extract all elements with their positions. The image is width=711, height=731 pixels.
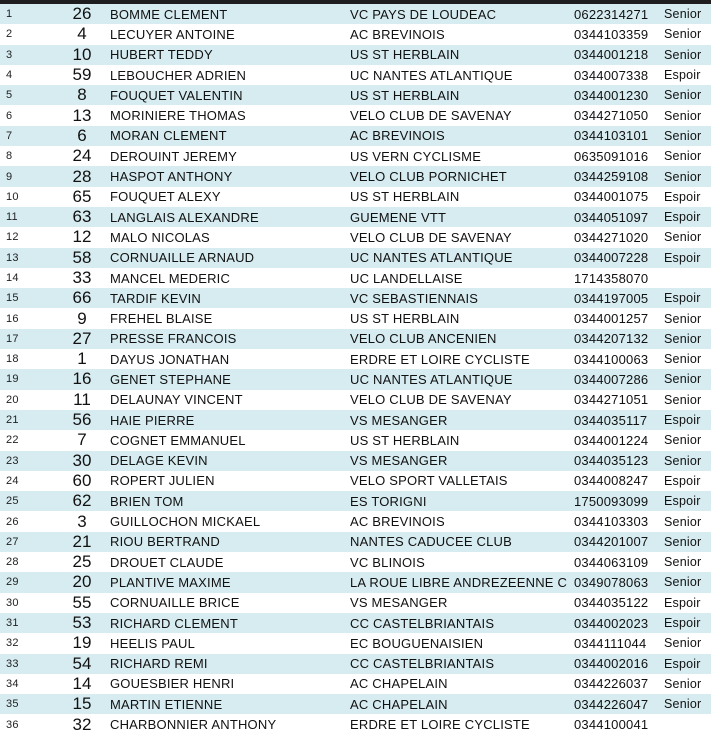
row-number: 20 <box>6 393 19 406</box>
category: Senior <box>664 534 702 549</box>
table-row <box>0 593 711 613</box>
row-number: 5 <box>6 89 13 102</box>
rider-name: DAYUS JONATHAN <box>110 351 230 367</box>
bib-number: 3 <box>77 511 87 531</box>
category: Senior <box>664 372 702 387</box>
licence-number: 0344002016 <box>574 656 649 672</box>
licence-number: 0344226047 <box>574 696 649 712</box>
table-row <box>0 4 711 24</box>
row-number: 2 <box>6 28 13 41</box>
rider-name: DROUET CLAUDE <box>110 554 224 570</box>
rider-name: MORINIERE THOMAS <box>110 108 246 124</box>
rider-name: LECUYER ANTOINE <box>110 26 235 42</box>
club-name: VS MESANGER <box>350 595 448 611</box>
category: Senior <box>664 311 702 326</box>
category <box>664 268 711 288</box>
bib-number: 13 <box>72 105 92 125</box>
rider-name: MANCEL MEDERIC <box>110 270 231 286</box>
table-row <box>0 187 711 207</box>
row-number: 19 <box>6 373 19 386</box>
bib-number: 30 <box>72 450 92 470</box>
row-number: 11 <box>6 211 18 224</box>
row-number: 35 <box>6 698 19 711</box>
category: Espoir <box>664 291 701 306</box>
category: Senior <box>664 352 702 367</box>
rider-name: CORNUAILLE ARNAUD <box>110 250 255 266</box>
category: Espoir <box>664 250 701 265</box>
bib-number: 12 <box>72 227 92 247</box>
club-name: VC PAYS DE LOUDEAC <box>350 6 497 22</box>
bib-number: 4 <box>77 24 87 44</box>
category: Senior <box>664 47 702 62</box>
club-name: US ST HERBLAIN <box>350 87 460 103</box>
licence-number: 0344007228 <box>574 250 649 266</box>
bib-number: 9 <box>77 308 87 328</box>
club-name: UC NANTES ATLANTIQUE <box>350 371 513 387</box>
category: Espoir <box>664 494 701 509</box>
rider-name: CORNUAILLE BRICE <box>110 595 240 611</box>
table-row <box>0 45 711 65</box>
bib-number: 8 <box>77 85 87 105</box>
table-row <box>0 248 711 268</box>
row-number: 15 <box>6 292 19 305</box>
club-name: ERDRE ET LOIRE CYCLISTE <box>350 351 530 367</box>
bib-number: 15 <box>72 694 92 714</box>
club-name: VS MESANGER <box>350 412 448 428</box>
row-number: 13 <box>6 251 19 264</box>
licence-number: 0635091016 <box>574 148 649 164</box>
licence-number: 0344201007 <box>574 534 649 550</box>
club-name: AC BREVINOIS <box>350 128 445 144</box>
rider-name: GUILLOCHON MICKAEL <box>110 514 261 530</box>
table-row <box>0 633 711 653</box>
rider-name: DELAGE KEVIN <box>110 453 208 469</box>
bib-number: 32 <box>72 714 92 731</box>
category: Senior <box>664 392 702 407</box>
table-row <box>0 24 711 44</box>
club-name: VC SEBASTIENNAIS <box>350 290 479 306</box>
club-name: AC CHAPELAIN <box>350 696 448 712</box>
bib-number: 59 <box>72 65 92 85</box>
category: Espoir <box>664 210 701 225</box>
row-number: 32 <box>6 637 19 650</box>
club-name: AC BREVINOIS <box>350 26 445 42</box>
licence-number: 0344100041 <box>574 717 649 731</box>
club-name: CC CASTELBRIANTAIS <box>350 656 495 672</box>
club-name: AC BREVINOIS <box>350 514 445 530</box>
row-number: 18 <box>6 353 19 366</box>
bib-number: 16 <box>72 369 92 389</box>
table-row <box>0 126 711 146</box>
club-name: CC CASTELBRIANTAIS <box>350 615 495 631</box>
licence-number: 0344051097 <box>574 209 649 225</box>
table-row <box>0 146 711 166</box>
club-name: UC NANTES ATLANTIQUE <box>350 67 513 83</box>
licence-number: 0344001224 <box>574 432 649 448</box>
club-name: VELO CLUB DE SAVENAY <box>350 108 512 124</box>
bib-number: 56 <box>72 410 92 430</box>
row-number: 4 <box>6 69 13 82</box>
table-row <box>0 369 711 389</box>
row-number: 1 <box>6 8 13 21</box>
category: Senior <box>664 128 702 143</box>
table-row <box>0 714 711 731</box>
licence-number: 0344111044 <box>574 635 647 651</box>
category: Espoir <box>664 656 701 671</box>
category: Senior <box>664 514 702 529</box>
category: Senior <box>664 433 702 448</box>
table-row <box>0 390 711 410</box>
club-name: VC BLINOIS <box>350 554 425 570</box>
row-number: 31 <box>6 617 19 630</box>
table-row <box>0 166 711 186</box>
table-row <box>0 268 711 288</box>
row-number: 34 <box>6 677 19 690</box>
licence-number: 0344271020 <box>574 229 649 245</box>
category: Espoir <box>664 595 701 610</box>
rider-name: MALO NICOLAS <box>110 229 210 245</box>
club-name: US VERN CYCLISME <box>350 148 482 164</box>
table-row <box>0 694 711 714</box>
row-number: 24 <box>6 474 19 487</box>
club-name: US ST HERBLAIN <box>350 189 460 205</box>
rider-name: LANGLAIS ALEXANDRE <box>110 209 259 225</box>
row-number: 30 <box>6 596 19 609</box>
category: Espoir <box>664 189 701 204</box>
rider-name: HAIE PIERRE <box>110 412 195 428</box>
bib-number: 28 <box>72 166 92 186</box>
club-name: EC BOUGUENAISIEN <box>350 635 484 651</box>
club-name: US ST HERBLAIN <box>350 47 460 63</box>
category: Espoir <box>664 616 701 631</box>
category: Senior <box>664 7 702 22</box>
category: Senior <box>664 331 702 346</box>
licence-number: 0349078063 <box>574 574 649 590</box>
row-number: 28 <box>6 556 19 569</box>
licence-number: 0344207132 <box>574 331 649 347</box>
category: Senior <box>664 676 702 691</box>
category: Espoir <box>664 413 701 428</box>
category: Senior <box>664 108 702 123</box>
licence-number: 0344271051 <box>574 392 649 408</box>
licence-number: 0344001218 <box>574 47 649 63</box>
licence-number: 0344035117 <box>574 412 648 428</box>
licence-number: 0344007286 <box>574 371 649 387</box>
row-number: 7 <box>6 129 13 142</box>
row-number: 22 <box>6 434 19 447</box>
rider-name: RIOU BERTRAND <box>110 534 220 550</box>
category: Senior <box>664 575 702 590</box>
club-name: US ST HERBLAIN <box>350 311 460 327</box>
category: Senior <box>664 27 702 42</box>
licence-number: 1750093099 <box>574 493 649 509</box>
rider-name: DELAUNAY VINCENT <box>110 392 243 408</box>
club-name: AC CHAPELAIN <box>350 676 448 692</box>
row-number: 16 <box>6 312 19 325</box>
table-row <box>0 471 711 491</box>
licence-number: 0622314271 <box>574 6 649 22</box>
bib-number: 14 <box>72 673 92 693</box>
licence-number: 0344001230 <box>574 87 649 103</box>
bib-number: 66 <box>72 288 92 308</box>
row-number: 23 <box>6 454 19 467</box>
bib-number: 53 <box>72 613 92 633</box>
row-number: 14 <box>6 272 19 284</box>
club-name: UC NANTES ATLANTIQUE <box>350 250 513 266</box>
rider-name: COGNET EMMANUEL <box>110 432 246 448</box>
row-number: 9 <box>6 170 13 183</box>
bib-number: 58 <box>72 247 92 267</box>
row-number: 3 <box>6 48 13 61</box>
rider-name: PRESSE FRANCOIS <box>110 331 237 347</box>
table-row <box>0 105 711 125</box>
club-name: VELO SPORT VALLETAIS <box>350 473 508 489</box>
results-table <box>0 4 711 731</box>
rider-name: PLANTIVE MAXIME <box>110 574 231 590</box>
bib-number: 21 <box>72 531 92 551</box>
row-number: 21 <box>6 414 19 427</box>
rider-name: FOUQUET ALEXY <box>110 189 221 205</box>
table-row <box>0 491 711 511</box>
rider-name: MORAN CLEMENT <box>110 128 227 144</box>
table-row <box>0 288 711 308</box>
licence-number: 0344103303 <box>574 514 649 530</box>
category: Espoir <box>664 68 701 83</box>
rider-name: GENET STEPHANE <box>110 371 232 387</box>
licence-number: 0344001257 <box>574 311 649 327</box>
row-number: 25 <box>6 495 19 508</box>
table-row <box>0 430 711 450</box>
table-row <box>0 349 711 369</box>
licence-number: 1714358070 <box>574 270 649 286</box>
row-number: 6 <box>6 109 13 122</box>
table-row <box>0 674 711 694</box>
licence-number: 0344259108 <box>574 169 649 185</box>
bib-number: 20 <box>72 572 92 592</box>
rider-name: BOMME CLEMENT <box>110 6 228 22</box>
category <box>664 714 711 731</box>
row-number: 33 <box>6 657 19 670</box>
bib-number: 27 <box>72 328 92 348</box>
bib-number: 26 <box>72 4 92 24</box>
row-number: 27 <box>6 535 19 548</box>
bib-number: 60 <box>72 470 92 490</box>
licence-number: 0344103101 <box>574 128 649 144</box>
row-number: 36 <box>6 718 19 731</box>
rider-name: GOUESBIER HENRI <box>110 676 235 692</box>
table-row <box>0 532 711 552</box>
club-name: ES TORIGNI <box>350 493 427 509</box>
bib-number: 1 <box>77 349 87 369</box>
club-name: ERDRE ET LOIRE CYCLISTE <box>350 717 530 731</box>
licence-number: 0344035122 <box>574 595 649 611</box>
row-number: 12 <box>6 231 19 244</box>
club-name: VS MESANGER <box>350 453 448 469</box>
row-number: 17 <box>6 332 19 345</box>
table-row <box>0 451 711 471</box>
rider-name: HASPOT ANTHONY <box>110 169 233 185</box>
rider-name: FREHEL BLAISE <box>110 311 213 327</box>
table-row <box>0 65 711 85</box>
table-row <box>0 613 711 633</box>
bib-number: 65 <box>72 186 92 206</box>
licence-number: 0344100063 <box>574 351 649 367</box>
bib-number: 62 <box>72 491 92 511</box>
row-number: 10 <box>6 190 19 203</box>
table-row <box>0 308 711 328</box>
table-row <box>0 410 711 430</box>
category: Senior <box>664 555 702 570</box>
rider-name: FOUQUET VALENTIN <box>110 87 243 103</box>
club-name: NANTES CADUCEE CLUB <box>350 534 512 550</box>
licence-number: 0344007338 <box>574 67 649 83</box>
table-row <box>0 511 711 531</box>
results-table-body <box>0 4 711 731</box>
rider-name: DEROUINT JEREMY <box>110 148 237 164</box>
table-row <box>0 227 711 247</box>
row-number: 26 <box>6 515 19 528</box>
club-name: UC LANDELLAISE <box>350 270 463 286</box>
rider-name: RICHARD CLEMENT <box>110 615 238 631</box>
table-row <box>0 207 711 227</box>
licence-number: 0344103359 <box>574 26 649 42</box>
bib-number: 24 <box>72 146 92 166</box>
club-name: VELO CLUB DE SAVENAY <box>350 392 512 408</box>
category: Senior <box>664 230 702 245</box>
rider-name: LEBOUCHER ADRIEN <box>110 67 247 83</box>
rider-name: CHARBONNIER ANTHONY <box>110 717 277 731</box>
category: Senior <box>664 169 702 184</box>
rider-name: ROPERT JULIEN <box>110 473 215 489</box>
category: Senior <box>664 88 702 103</box>
category: Senior <box>664 149 702 164</box>
bib-number: 55 <box>72 592 92 612</box>
club-name: US ST HERBLAIN <box>350 432 460 448</box>
category: Senior <box>664 636 702 651</box>
row-number: 8 <box>6 150 13 163</box>
rider-name: HEELIS PAUL <box>110 635 196 651</box>
licence-number: 0344002023 <box>574 615 649 631</box>
club-name: VELO CLUB DE SAVENAY <box>350 229 512 245</box>
bib-number: 6 <box>77 125 87 145</box>
licence-number: 0344063109 <box>574 554 649 570</box>
table-row <box>0 85 711 105</box>
rider-name: RICHARD REMI <box>110 656 208 672</box>
bib-number: 11 <box>73 389 91 409</box>
licence-number: 0344197005 <box>574 290 649 306</box>
bib-number: 54 <box>72 653 92 673</box>
category: Senior <box>664 697 702 712</box>
bib-number: 33 <box>72 268 92 287</box>
bib-number: 25 <box>72 552 92 572</box>
licence-number: 0344271050 <box>574 108 649 124</box>
category: Espoir <box>664 473 701 488</box>
table-row <box>0 329 711 349</box>
bib-number: 7 <box>77 430 87 450</box>
licence-number: 0344001075 <box>574 189 649 205</box>
bib-number: 63 <box>72 207 92 227</box>
club-name: LA ROUE LIBRE ANDREZEENNE C <box>350 574 568 590</box>
rider-name: MARTIN ETIENNE <box>110 696 223 712</box>
table-row <box>0 654 711 674</box>
rider-name: TARDIF KEVIN <box>110 290 202 306</box>
rider-name: BRIEN TOM <box>110 493 184 509</box>
bib-number: 19 <box>72 633 92 653</box>
licence-number: 0344035123 <box>574 453 649 469</box>
table-row <box>0 572 711 592</box>
row-number: 29 <box>6 576 19 589</box>
club-name: VELO CLUB ANCENIEN <box>350 331 497 347</box>
licence-number: 0344008247 <box>574 473 649 489</box>
bib-number: 10 <box>72 44 92 64</box>
category: Senior <box>664 453 702 468</box>
licence-number: 0344226037 <box>574 676 649 692</box>
table-row <box>0 552 711 572</box>
rider-name: HUBERT TEDDY <box>110 47 213 63</box>
club-name: VELO CLUB PORNICHET <box>350 169 507 185</box>
club-name: GUEMENE VTT <box>350 209 447 225</box>
